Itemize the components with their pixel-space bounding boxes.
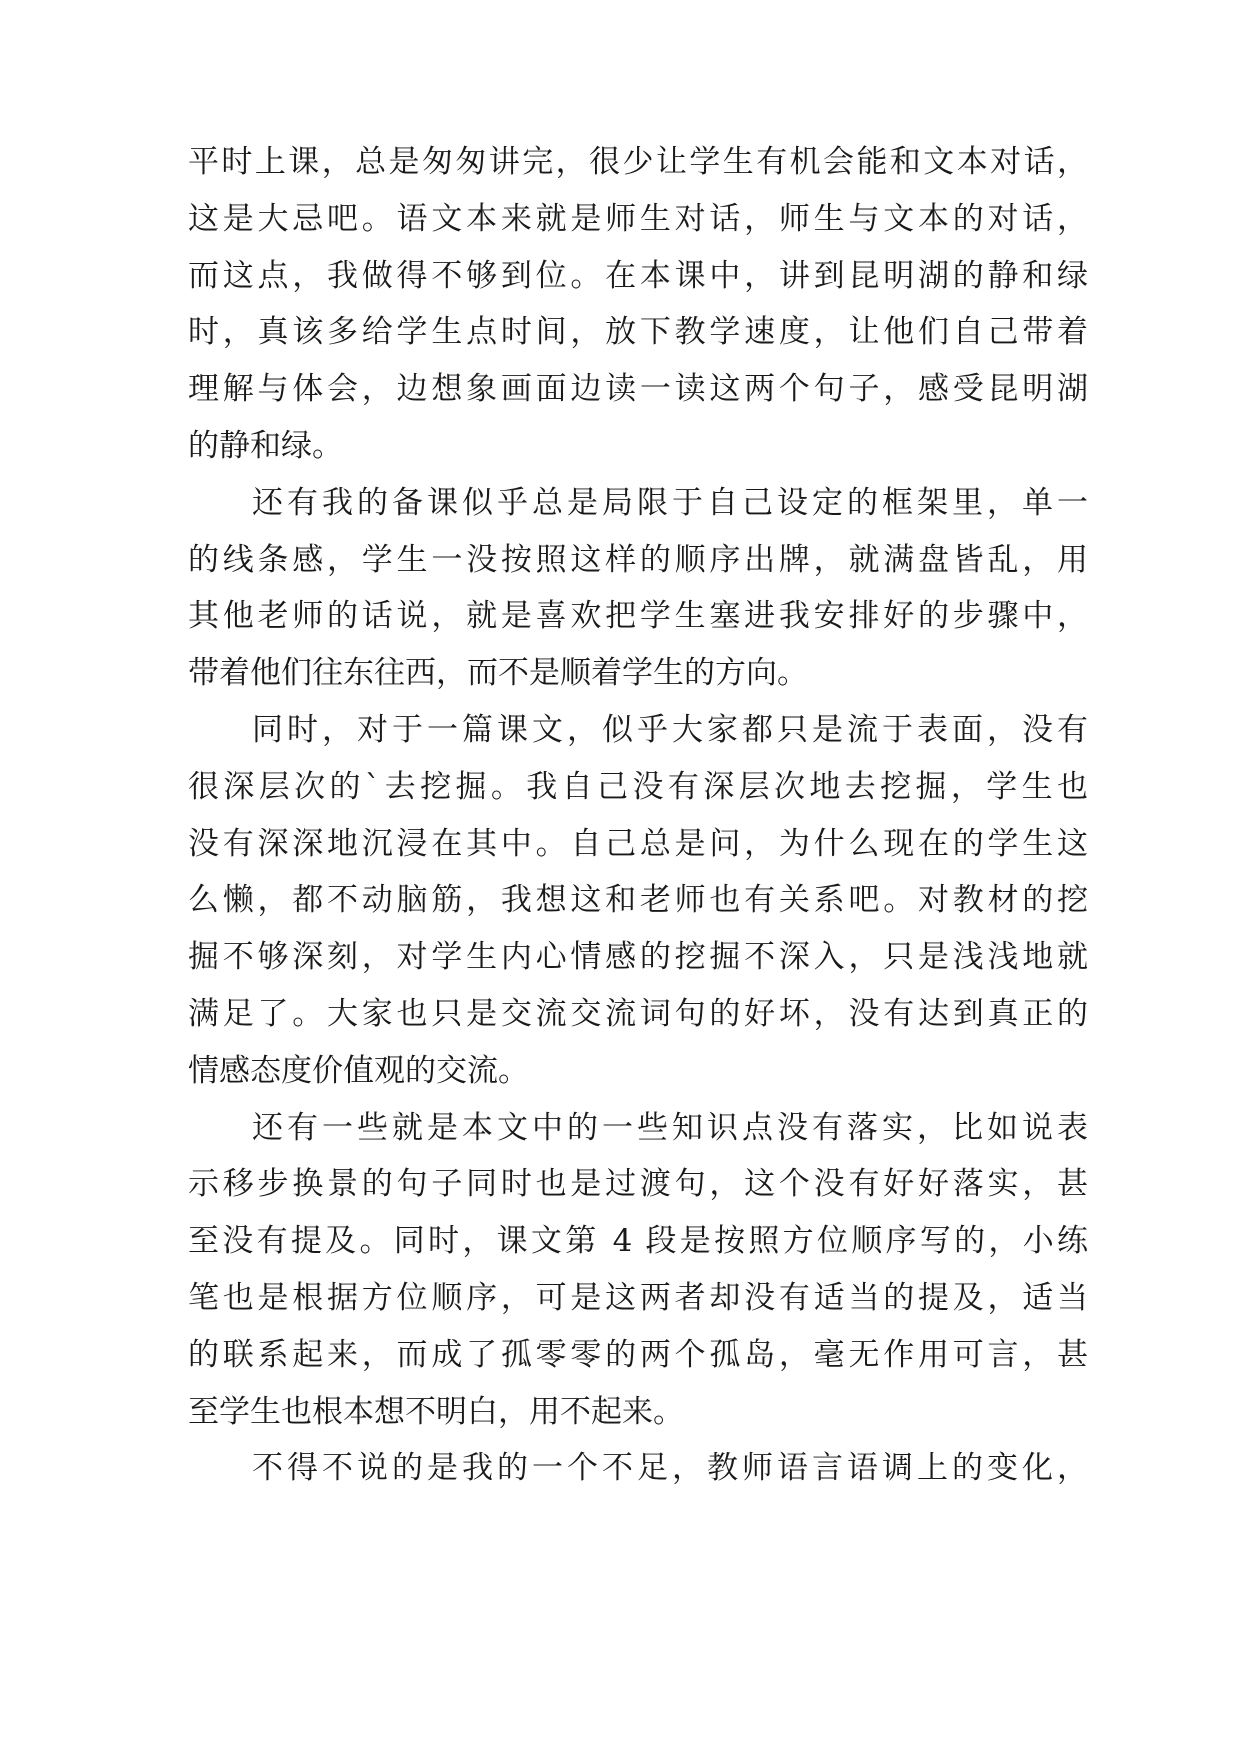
text-line: 掘不够深刻，对学生内心情感的挖掘不深入，只是浅浅地就 (188, 939, 1088, 976)
text-line: 而这点，我做得不够到位。在本课中，讲到昆明湖的静和绿 (188, 257, 1088, 294)
text-line: 至没有提及。同时，课文第 4 段是按照方位顺序写的，小练 (188, 1223, 1088, 1260)
text-line: 么懒，都不动脑筋，我想这和老师也有关系吧。对教材的挖 (188, 882, 1088, 919)
text-line: 的线条感，学生一没按照这样的顺序出牌，就满盘皆乱，用 (188, 541, 1088, 578)
text-line: 很深层次的`去挖掘。我自己没有深层次地去挖掘，学生也 (188, 768, 1088, 805)
text-line: 笔也是根据方位顺序，可是这两者却没有适当的提及，适当 (188, 1279, 1088, 1316)
text-line: 平时上课，总是匆匆讲完，很少让学生有机会能和文本对话， (188, 144, 1088, 180)
paragraph-first-line: 还有我的备课似乎总是局限于自己设定的框架里，单一 (252, 484, 1088, 521)
text-line: 情感态度价值观的交流。 (188, 1052, 529, 1089)
text-line: 理解与体会，边想象画面边读一读这两个句子，感受昆明湖 (188, 371, 1088, 408)
paragraph-first-line: 同时，对于一篇课文，似乎大家都只是流于表面，没有 (252, 711, 1088, 748)
text-line: 带着他们往东往西，而不是顺着学生的方向。 (188, 655, 808, 692)
text-line: 示移步换景的句子同时也是过渡句，这个没有好好落实，甚 (188, 1166, 1088, 1203)
text-line: 这是大忌吧。语文本来就是师生对话，师生与文本的对话， (188, 200, 1088, 237)
text-line: 时，真该多给学生点时间，放下教学速度，让他们自己带着 (188, 314, 1088, 351)
text-line: 至学生也根本想不明白，用不起来。 (188, 1393, 684, 1430)
text-line: 的联系起来，而成了孤零零的两个孤岛，毫无作用可言，甚 (188, 1336, 1088, 1373)
text-line: 没有深深地沉浸在其中。自己总是问，为什么现在的学生这 (188, 825, 1088, 862)
text-line: 其他老师的话说，就是喜欢把学生塞进我安排好的步骤中， (188, 598, 1088, 635)
text-line: 的静和绿。 (188, 427, 343, 464)
paragraph-first-line: 还有一些就是本文中的一些知识点没有落实，比如说表 (252, 1109, 1088, 1146)
paragraph-first-line: 不得不说的是我的一个不足，教师语言语调上的变化， (252, 1450, 1088, 1487)
body-text (188, 134, 1088, 1497)
text-line: 满足了。大家也只是交流交流词句的好坏，没有达到真正的 (188, 995, 1088, 1032)
